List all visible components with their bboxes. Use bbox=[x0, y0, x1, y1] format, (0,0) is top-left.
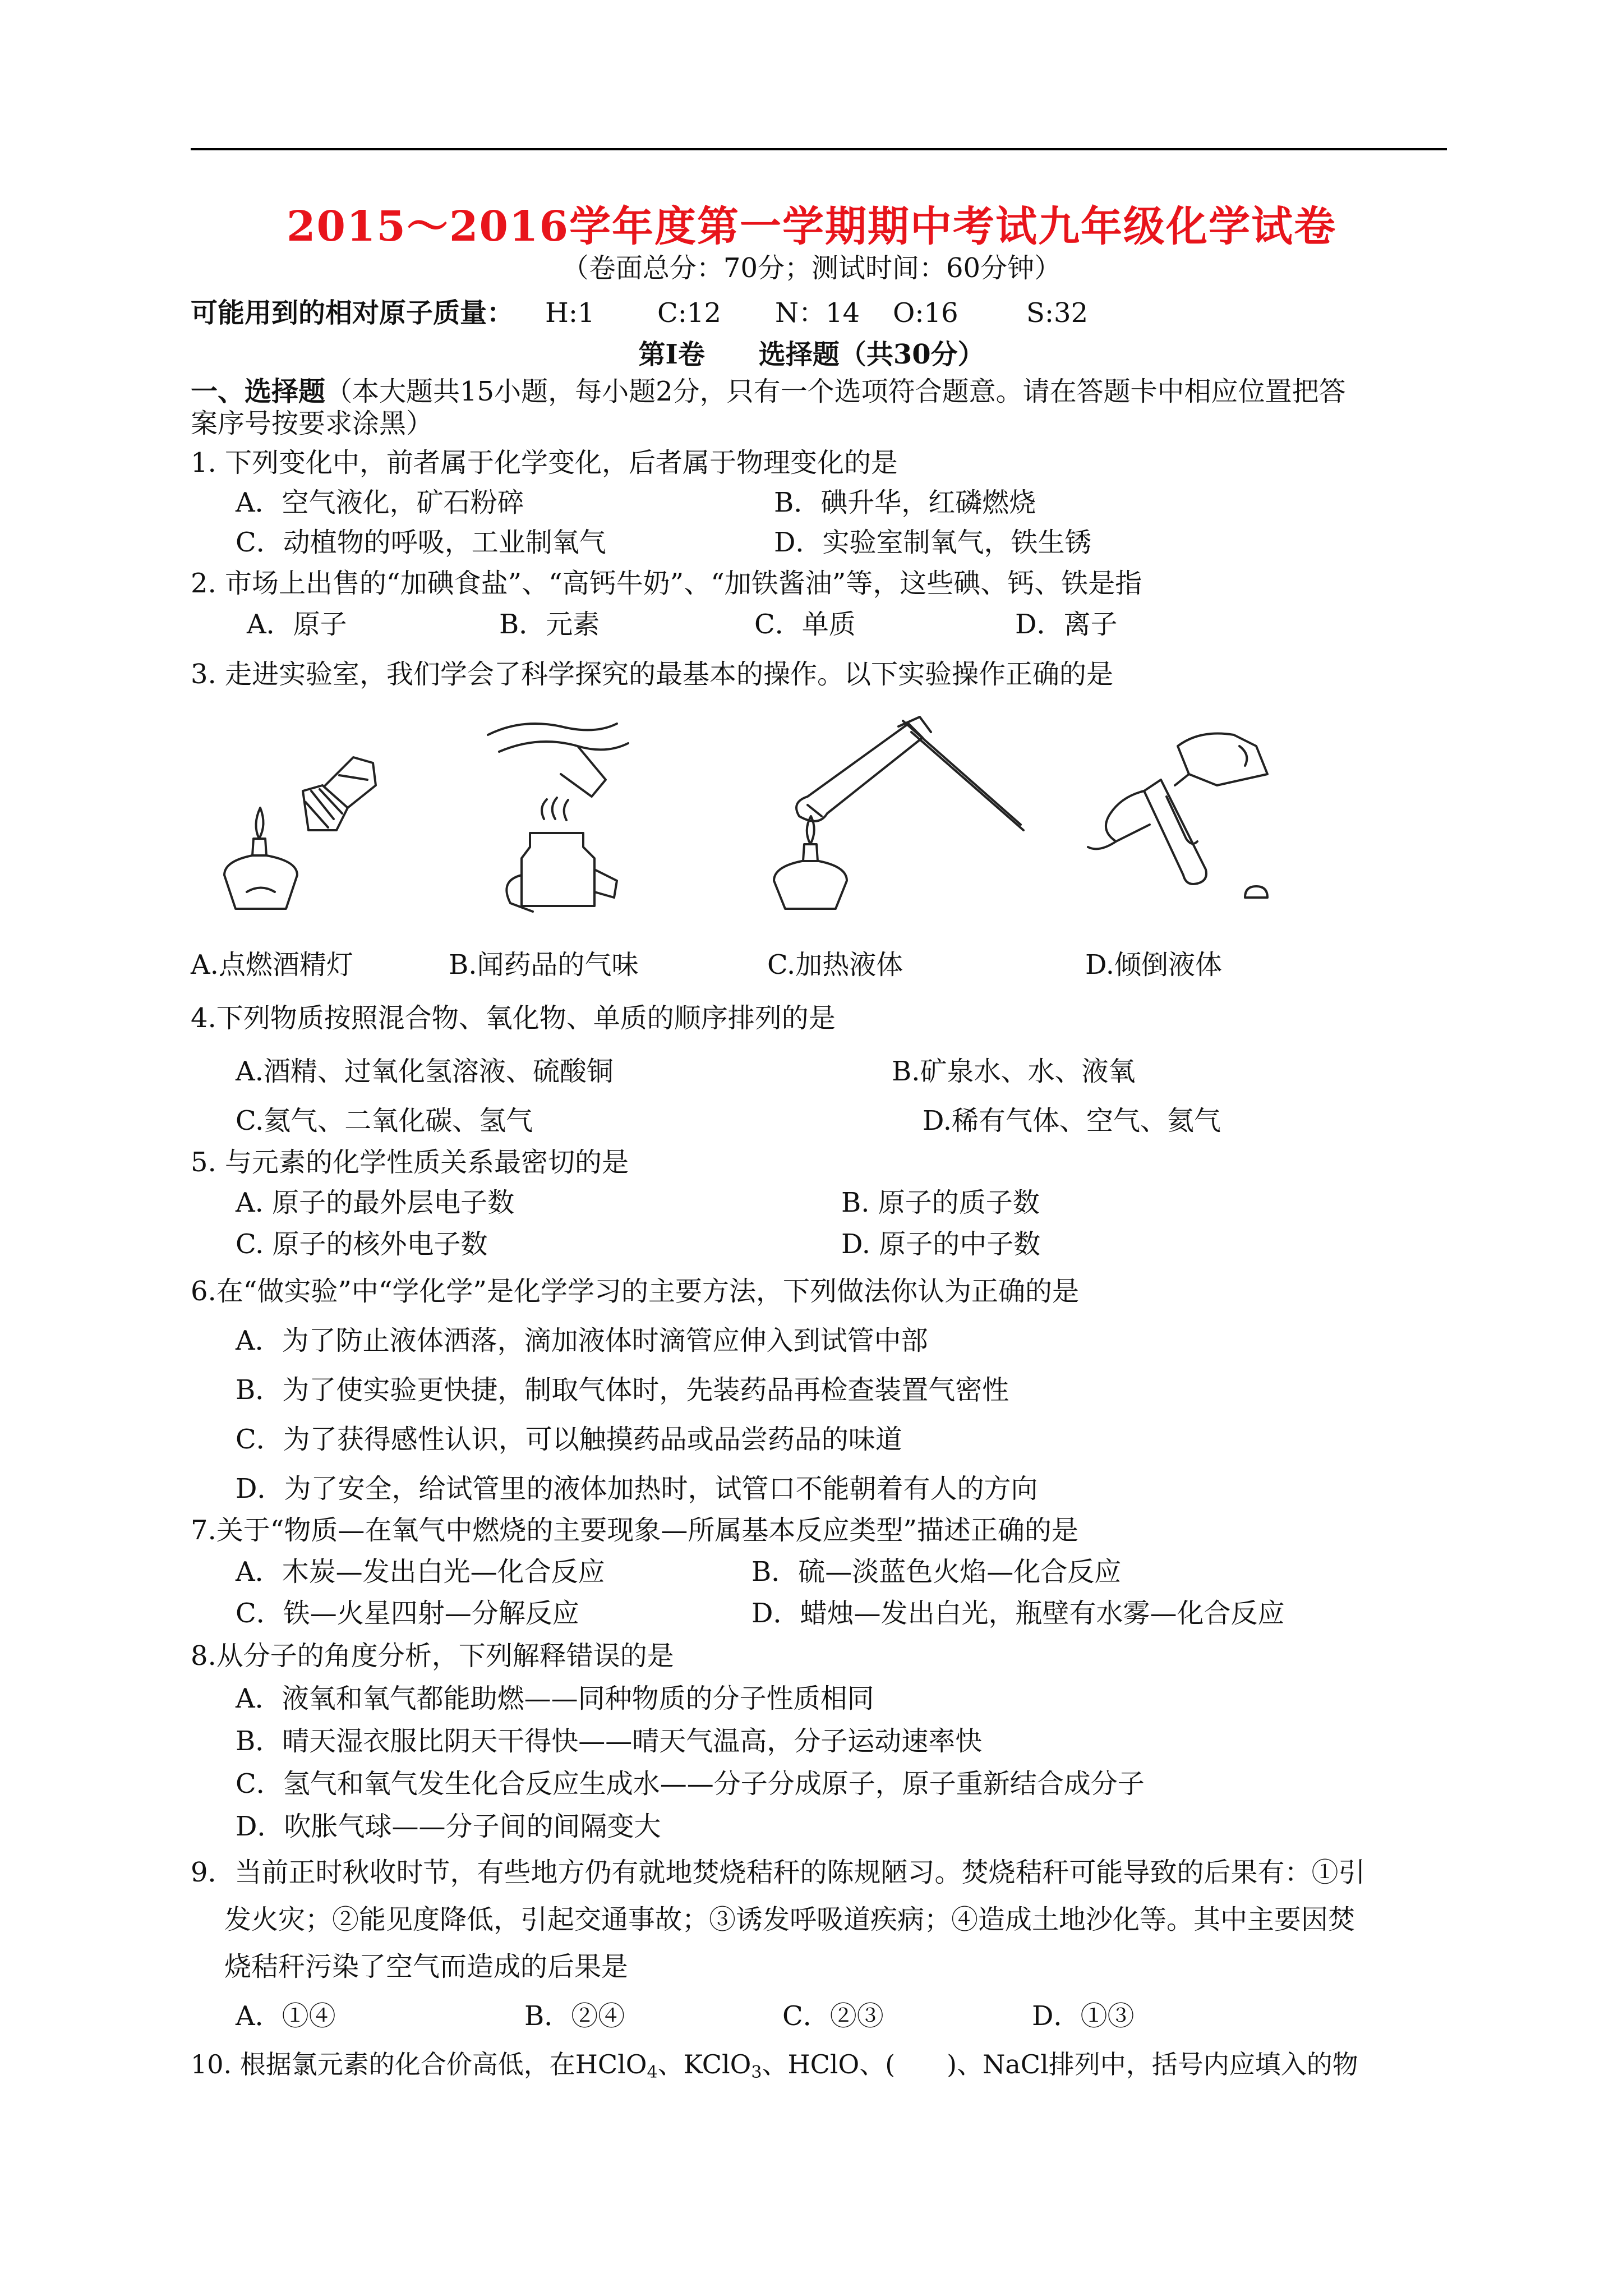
q5-stem: 5. 与元素的化学性质关系最密切的是 bbox=[191, 1147, 629, 1178]
q4-option-d: D.稀有气体、空气、氦气 bbox=[923, 1105, 1221, 1137]
atomic-mass-n: N：14 bbox=[775, 297, 860, 329]
header-rule bbox=[191, 148, 1447, 150]
exam-title: 2015～2016学年度第一学期期中考试九年级化学试卷 bbox=[287, 203, 1336, 251]
q10-formula-kclo3-main: KClO bbox=[683, 2049, 751, 2079]
section-description: （本大题共15小题，每小题2分，只有一个选项符合题意。请在答题卡中相应位置把答 bbox=[325, 376, 1346, 407]
q9-stem-line-1: 9．当前正时秋收时节，有些地方仍有就地焚烧秸秆的陈规陋习。焚烧秸秆可能导致的后果有：①引 bbox=[191, 1857, 1366, 1888]
smelling-chemical-icon bbox=[477, 712, 645, 920]
q7-option-a: A．木炭—发出白光—化合反应 bbox=[236, 1556, 605, 1588]
q10-stem-prefix: 10. 根据氯元素的化合价高低，在 bbox=[191, 2049, 575, 2079]
section-heading: 一、选择题 bbox=[191, 376, 326, 407]
q10-stem bbox=[191, 2047, 1358, 2081]
q10-formula-hclo4-sub: 4 bbox=[647, 2063, 658, 2082]
q8-stem: 8.从分子的角度分析，下列解释错误的是 bbox=[191, 1640, 674, 1672]
q9-stem-line-2: 发火灾；②能见度降低，引起交通事故；③诱发呼吸道疾病；④造成土地沙化等。其中主要因焚 bbox=[224, 1904, 1355, 1935]
pouring-liquid-icon bbox=[1077, 712, 1279, 914]
q1-option-d: D．实验室制氧气，铁生锈 bbox=[774, 527, 1092, 558]
q3-option-b: B.闻药品的气味 bbox=[449, 949, 639, 981]
section-description-cont: 案序号按要求涂黑） bbox=[191, 408, 434, 439]
q8-option-d: D．吹胀气球——分子间的间隔变大 bbox=[236, 1811, 661, 1842]
q7-option-d: D．蜡烛—发出白光，瓶壁有水雾—化合反应 bbox=[751, 1598, 1285, 1629]
atomic-mass-o: O:16 bbox=[893, 297, 958, 329]
q10-formula-kclo3-sub: 3 bbox=[751, 2063, 762, 2082]
q10-separator-2: 、 bbox=[762, 2049, 788, 2079]
q6-stem: 6.在“做实验”中“学化学”是化学学习的主要方法，下列做法你认为正确的是 bbox=[191, 1276, 1079, 1307]
q7-option-c: C．铁—火星四射—分解反应 bbox=[236, 1598, 579, 1629]
q5-option-b: B. 原子的质子数 bbox=[841, 1187, 1040, 1218]
q9-option-b: B．②④ bbox=[524, 2000, 625, 2032]
q6-option-d: D．为了安全，给试管里的液体加热时，试管口不能朝着有人的方向 bbox=[236, 1473, 1038, 1504]
q10-formula-hclo4-main: HClO bbox=[575, 2049, 647, 2079]
q1-option-c: C．动植物的呼吸，工业制氧气 bbox=[236, 527, 606, 558]
q9-option-c: C．②③ bbox=[782, 2000, 884, 2032]
q1-option-b: B．碘升华，红磷燃烧 bbox=[774, 487, 1036, 518]
q3-option-d: D.倾倒液体 bbox=[1085, 949, 1223, 981]
q10-formula-kclo3 bbox=[683, 2049, 762, 2082]
q5-option-d: D. 原子的中子数 bbox=[841, 1228, 1041, 1260]
q1-option-a: A．空气液化，矿石粉碎 bbox=[236, 487, 524, 518]
q5-option-a: A. 原子的最外层电子数 bbox=[236, 1187, 515, 1218]
atomic-mass-h: H:1 bbox=[545, 297, 595, 329]
q9-option-d: D．①③ bbox=[1032, 2000, 1135, 2032]
q8-option-c: C．氢气和氧气发生化合反应生成水——分子分成原子，原子重新结合成分子 bbox=[236, 1768, 1145, 1800]
q8-option-b: B．晴天湿衣服比阴天干得快——晴天气温高，分子运动速率快 bbox=[236, 1726, 983, 1757]
q2-option-a: A．原子 bbox=[247, 609, 347, 640]
atomic-mass-label: 可能用到的相对原子质量： bbox=[191, 297, 514, 329]
q4-stem: 4.下列物质按照混合物、氧化物、单质的顺序排列的是 bbox=[191, 1002, 836, 1034]
q9-option-a: A．①④ bbox=[236, 2000, 336, 2032]
q3-option-a: A.点燃酒精灯 bbox=[191, 949, 353, 981]
q2-stem: 2. 市场上出售的“加碘食盐”、“高钙牛奶”、“加铁酱油”等，这些碘、钙、铁是指 bbox=[191, 568, 1142, 599]
q3-stem: 3. 走进实验室，我们学会了科学探究的最基本的操作。以下实验操作正确的是 bbox=[191, 659, 1114, 690]
q8-option-a: A．液氧和氧气都能助燃——同种物质的分子性质相同 bbox=[236, 1683, 874, 1714]
q6-option-c: C．为了获得感性认识，可以触摸药品或品尝药品的味道 bbox=[236, 1424, 902, 1455]
q4-option-b: B.矿泉水、水、液氧 bbox=[892, 1056, 1136, 1087]
q10-separator-1: 、 bbox=[657, 2049, 684, 2079]
q10-formula-hclo4 bbox=[575, 2049, 658, 2082]
q7-option-b: B．硫—淡蓝色火焰—化合反应 bbox=[751, 1556, 1122, 1588]
section-heading-line bbox=[191, 375, 1346, 408]
q4-option-c: C.氦气、二氧化碳、氢气 bbox=[236, 1105, 533, 1137]
alcohol-lamp-lighting-icon bbox=[213, 724, 381, 914]
atomic-mass-c: C:12 bbox=[657, 297, 721, 329]
part-title: 第Ⅰ卷 选择题（共30分） bbox=[638, 339, 985, 370]
q3-option-c: C.加热液体 bbox=[767, 949, 903, 981]
q10-stem-middle: HClO、( )、NaCl bbox=[787, 2049, 1049, 2079]
q6-option-b: B．为了使实验更快捷，制取气体时，先装药品再检查装置气密性 bbox=[236, 1374, 1009, 1406]
heating-test-tube-icon bbox=[768, 712, 1026, 914]
q6-option-a: A．为了防止液体洒落，滴加液体时滴管应伸入到试管中部 bbox=[236, 1325, 928, 1356]
q1-stem: 1. 下列变化中，前者属于化学变化，后者属于物理变化的是 bbox=[191, 447, 898, 478]
q2-option-c: C．单质 bbox=[754, 609, 856, 640]
q4-option-a: A.酒精、过氧化氢溶液、硫酸铜 bbox=[236, 1056, 614, 1087]
atomic-mass-s: S:32 bbox=[1026, 297, 1089, 329]
q2-option-b: B．元素 bbox=[499, 609, 600, 640]
q2-option-d: D．离子 bbox=[1015, 609, 1118, 640]
exam-subtitle: （卷面总分：70分；测试时间：60分钟） bbox=[561, 252, 1062, 284]
q9-stem-line-3: 烧秸秆污染了空气而造成的后果是 bbox=[224, 1951, 629, 1982]
q7-stem: 7.关于“物质—在氧气中燃烧的主要现象—所属基本反应类型”描述正确的是 bbox=[191, 1515, 1078, 1546]
q10-stem-suffix: 排列中，括号内应填入的物 bbox=[1048, 2049, 1358, 2079]
q5-option-c: C. 原子的核外电子数 bbox=[236, 1228, 488, 1260]
